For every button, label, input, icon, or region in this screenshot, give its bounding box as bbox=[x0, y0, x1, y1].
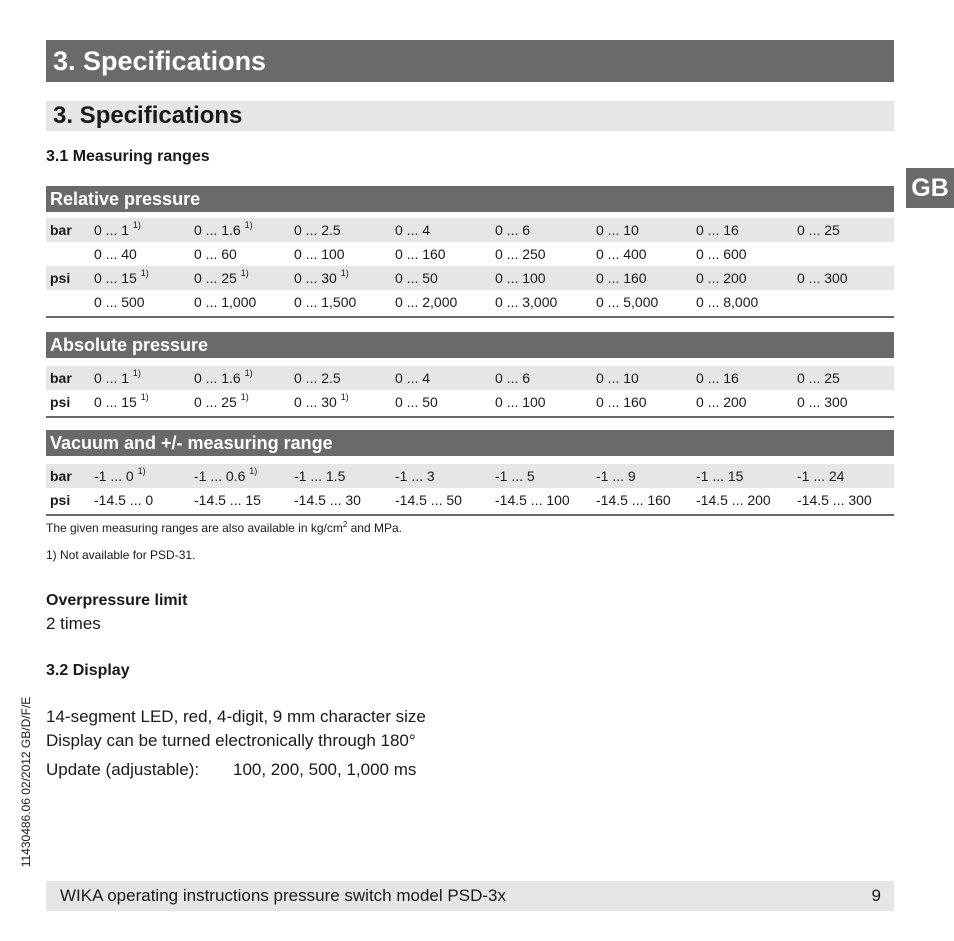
table-row bbox=[46, 242, 894, 266]
range-value: 0 ... 30 bbox=[294, 394, 337, 410]
range-value: 0 ... 50 bbox=[395, 394, 438, 410]
range-value: -14.5 ... 50 bbox=[395, 492, 462, 508]
range-cell bbox=[395, 218, 430, 242]
range-value: 0 ... 50 bbox=[395, 270, 438, 286]
range-value: -14.5 ... 160 bbox=[596, 492, 671, 508]
range-cell bbox=[696, 390, 747, 414]
range-cell bbox=[94, 242, 137, 266]
range-value: 0 ... 1.6 bbox=[194, 222, 241, 238]
range-cell bbox=[797, 366, 840, 390]
range-cell bbox=[596, 390, 647, 414]
range-value: 0 ... 250 bbox=[495, 246, 546, 262]
range-cell bbox=[194, 366, 253, 390]
table-title: Absolute pressure bbox=[46, 332, 894, 358]
range-cell bbox=[495, 366, 530, 390]
range-value: 0 ... 1.6 bbox=[194, 370, 241, 386]
range-cell bbox=[696, 266, 747, 290]
measuring-ranges-heading: 3.1 Measuring ranges bbox=[46, 148, 210, 165]
vacuum-range-table bbox=[46, 430, 894, 516]
row-unit-label: psi bbox=[50, 394, 71, 410]
range-cell bbox=[294, 266, 349, 290]
range-value: 0 ... 2.5 bbox=[294, 370, 341, 386]
range-cell bbox=[696, 366, 739, 390]
range-cell bbox=[495, 488, 570, 512]
section-title: 3. Specifications bbox=[53, 102, 243, 129]
range-value: 0 ... 25 bbox=[194, 270, 237, 286]
range-cell bbox=[696, 242, 747, 266]
update-value: 100, 200, 500, 1,000 ms bbox=[233, 760, 417, 779]
range-value: 0 ... 4 bbox=[395, 370, 431, 386]
display-line-1: 14-segment LED, red, 4-digit, 9 mm character size bbox=[46, 707, 426, 726]
footnote-marker: 1) bbox=[244, 368, 253, 378]
range-cell bbox=[596, 488, 671, 512]
range-value: -1 ... 24 bbox=[797, 468, 845, 484]
range-value: -14.5 ... 300 bbox=[797, 492, 872, 508]
footnote-marker: 1) bbox=[132, 368, 141, 378]
range-cell bbox=[94, 366, 141, 390]
range-value: 0 ... 30 bbox=[294, 270, 337, 286]
range-value: 0 ... 1 bbox=[94, 370, 130, 386]
range-value: 0 ... 25 bbox=[194, 394, 237, 410]
range-cell bbox=[797, 488, 872, 512]
range-value: 0 ... 16 bbox=[696, 222, 739, 238]
range-value: 0 ... 160 bbox=[395, 246, 446, 262]
document-number-text: 11430486.06 02/2012 GB/D/F/E bbox=[19, 696, 33, 868]
range-value: 0 ... 200 bbox=[696, 394, 747, 410]
range-value: 0 ... 500 bbox=[94, 294, 145, 310]
range-cell bbox=[596, 266, 647, 290]
range-cell bbox=[395, 464, 435, 488]
range-cell bbox=[294, 464, 345, 488]
range-cell bbox=[495, 266, 546, 290]
table-row bbox=[46, 488, 894, 512]
table-row bbox=[46, 266, 894, 290]
range-cell bbox=[395, 290, 457, 314]
range-value: 0 ... 6 bbox=[495, 370, 531, 386]
page-title: 3. Specifications bbox=[53, 46, 267, 76]
range-cell bbox=[495, 242, 546, 266]
range-value: 0 ... 100 bbox=[495, 270, 546, 286]
footnote: 1) Not available for PSD-31. bbox=[46, 548, 196, 562]
section-title-bar bbox=[46, 101, 894, 131]
overpressure-heading: Overpressure limit bbox=[46, 592, 188, 609]
range-value: 0 ... 200 bbox=[696, 270, 747, 286]
table-row bbox=[46, 464, 894, 488]
range-cell bbox=[194, 488, 261, 512]
range-value: 0 ... 6 bbox=[495, 222, 531, 238]
range-cell bbox=[294, 218, 341, 242]
range-cell bbox=[194, 266, 249, 290]
range-cell bbox=[797, 266, 848, 290]
table-row bbox=[46, 390, 894, 414]
row-unit-label: psi bbox=[50, 492, 71, 508]
update-label: Update (adjustable): bbox=[46, 760, 200, 779]
footnote-marker: 1) bbox=[340, 268, 349, 278]
range-value: 0 ... 40 bbox=[94, 246, 137, 262]
range-cell bbox=[194, 242, 237, 266]
range-value: 0 ... 300 bbox=[797, 394, 848, 410]
range-cell bbox=[696, 290, 758, 314]
range-value: 0 ... 5,000 bbox=[596, 294, 659, 310]
range-value: 0 ... 25 bbox=[797, 222, 840, 238]
table-row bbox=[46, 218, 894, 242]
row-unit-label: bar bbox=[50, 468, 72, 484]
range-value: -14.5 ... 100 bbox=[495, 492, 570, 508]
range-value: 0 ... 4 bbox=[395, 222, 431, 238]
range-value: 0 ... 100 bbox=[495, 394, 546, 410]
range-value: 0 ... 160 bbox=[596, 270, 647, 286]
range-value: -1 ... 1.5 bbox=[294, 468, 346, 484]
range-cell bbox=[194, 218, 253, 242]
range-value: 0 ... 10 bbox=[596, 370, 639, 386]
range-cell bbox=[395, 242, 446, 266]
range-value: 0 ... 1 bbox=[94, 222, 130, 238]
language-tab-label: GB bbox=[911, 174, 949, 202]
range-cell bbox=[495, 218, 530, 242]
range-value: -1 ... 0 bbox=[94, 468, 134, 484]
range-value: 0 ... 16 bbox=[696, 370, 739, 386]
overpressure-value: 2 times bbox=[46, 614, 101, 633]
range-cell bbox=[94, 218, 141, 242]
row-unit-label: psi bbox=[50, 270, 71, 286]
range-cell bbox=[797, 464, 844, 488]
range-value: 0 ... 100 bbox=[294, 246, 345, 262]
range-value: 0 ... 300 bbox=[797, 270, 848, 286]
range-cell bbox=[696, 218, 739, 242]
page-footer bbox=[46, 881, 894, 911]
range-value: -1 ... 0.6 bbox=[194, 468, 246, 484]
range-cell bbox=[596, 242, 647, 266]
footnote-marker: 1) bbox=[340, 392, 349, 402]
range-value: 0 ... 400 bbox=[596, 246, 647, 262]
page-title-bar bbox=[46, 40, 894, 82]
range-cell bbox=[596, 464, 636, 488]
range-cell bbox=[596, 366, 639, 390]
range-cell bbox=[294, 366, 341, 390]
row-unit-label: bar bbox=[50, 370, 72, 386]
range-value: -1 ... 9 bbox=[596, 468, 636, 484]
row-unit-label: bar bbox=[50, 222, 72, 238]
range-cell bbox=[194, 464, 257, 488]
range-value: 0 ... 10 bbox=[596, 222, 639, 238]
footnote-marker: 1) bbox=[240, 392, 249, 402]
range-cell bbox=[94, 488, 153, 512]
range-cell bbox=[596, 218, 639, 242]
range-cell bbox=[395, 366, 430, 390]
range-value: -14.5 ... 0 bbox=[94, 492, 154, 508]
table-row bbox=[46, 290, 894, 314]
table-title: Relative pressure bbox=[46, 186, 894, 212]
range-cell bbox=[294, 290, 356, 314]
language-tab bbox=[906, 168, 954, 208]
range-value: -14.5 ... 15 bbox=[194, 492, 261, 508]
range-value: 0 ... 60 bbox=[194, 246, 237, 262]
range-cell bbox=[94, 390, 149, 414]
range-cell bbox=[696, 464, 743, 488]
range-cell bbox=[194, 390, 249, 414]
footnote-marker: 1) bbox=[140, 392, 149, 402]
range-value: -1 ... 15 bbox=[696, 468, 744, 484]
display-heading: 3.2 Display bbox=[46, 662, 130, 679]
range-cell bbox=[294, 242, 345, 266]
footer-text: WIKA operating instructions pressure switch model PSD-3x bbox=[60, 886, 506, 905]
document-number bbox=[12, 682, 40, 882]
range-cell bbox=[294, 488, 361, 512]
range-value: 0 ... 3,000 bbox=[495, 294, 558, 310]
range-cell bbox=[194, 290, 256, 314]
display-line-2: Display can be turned electronically through 180° bbox=[46, 731, 416, 750]
range-value: -1 ... 3 bbox=[395, 468, 435, 484]
range-value: 0 ... 1,000 bbox=[194, 294, 257, 310]
absolute-pressure-table bbox=[46, 332, 894, 418]
range-cell bbox=[797, 218, 840, 242]
range-value: 0 ... 25 bbox=[797, 370, 840, 386]
range-cell bbox=[94, 290, 145, 314]
range-cell bbox=[696, 488, 771, 512]
range-cell bbox=[495, 290, 557, 314]
range-value: 0 ... 160 bbox=[596, 394, 647, 410]
footnote-marker: 1) bbox=[132, 220, 141, 230]
range-value: 0 ... 8,000 bbox=[696, 294, 759, 310]
range-value: -1 ... 5 bbox=[495, 468, 535, 484]
footnote-marker: 1) bbox=[137, 466, 146, 476]
range-value: -14.5 ... 200 bbox=[696, 492, 771, 508]
range-value: -14.5 ... 30 bbox=[294, 492, 361, 508]
range-cell bbox=[395, 390, 438, 414]
range-value: 0 ... 2,000 bbox=[395, 294, 458, 310]
page-number: 9 bbox=[871, 886, 881, 905]
range-value: 0 ... 600 bbox=[696, 246, 747, 262]
range-cell bbox=[797, 390, 848, 414]
range-value: 0 ... 15 bbox=[94, 394, 137, 410]
footnote-marker: 1) bbox=[249, 466, 258, 476]
footnote-marker: 1) bbox=[140, 268, 149, 278]
range-cell bbox=[94, 464, 146, 488]
range-value: 0 ... 2.5 bbox=[294, 222, 341, 238]
footnote-marker: 1) bbox=[240, 268, 249, 278]
table-row bbox=[46, 366, 894, 390]
table-title: Vacuum and +/- measuring range bbox=[46, 430, 894, 456]
range-cell bbox=[395, 266, 438, 290]
range-value: 0 ... 15 bbox=[94, 270, 137, 286]
range-value: 0 ... 1,500 bbox=[294, 294, 357, 310]
range-cell bbox=[495, 464, 535, 488]
relative-pressure-table bbox=[46, 186, 894, 318]
range-cell bbox=[94, 266, 149, 290]
range-cell bbox=[495, 390, 546, 414]
range-cell bbox=[294, 390, 349, 414]
units-note: The given measuring ranges are also available in $kg/cm^2$ and MPa. bbox=[46, 520, 402, 535]
range-cell bbox=[596, 290, 658, 314]
footnote-marker: 1) bbox=[244, 220, 253, 230]
range-cell bbox=[395, 488, 462, 512]
